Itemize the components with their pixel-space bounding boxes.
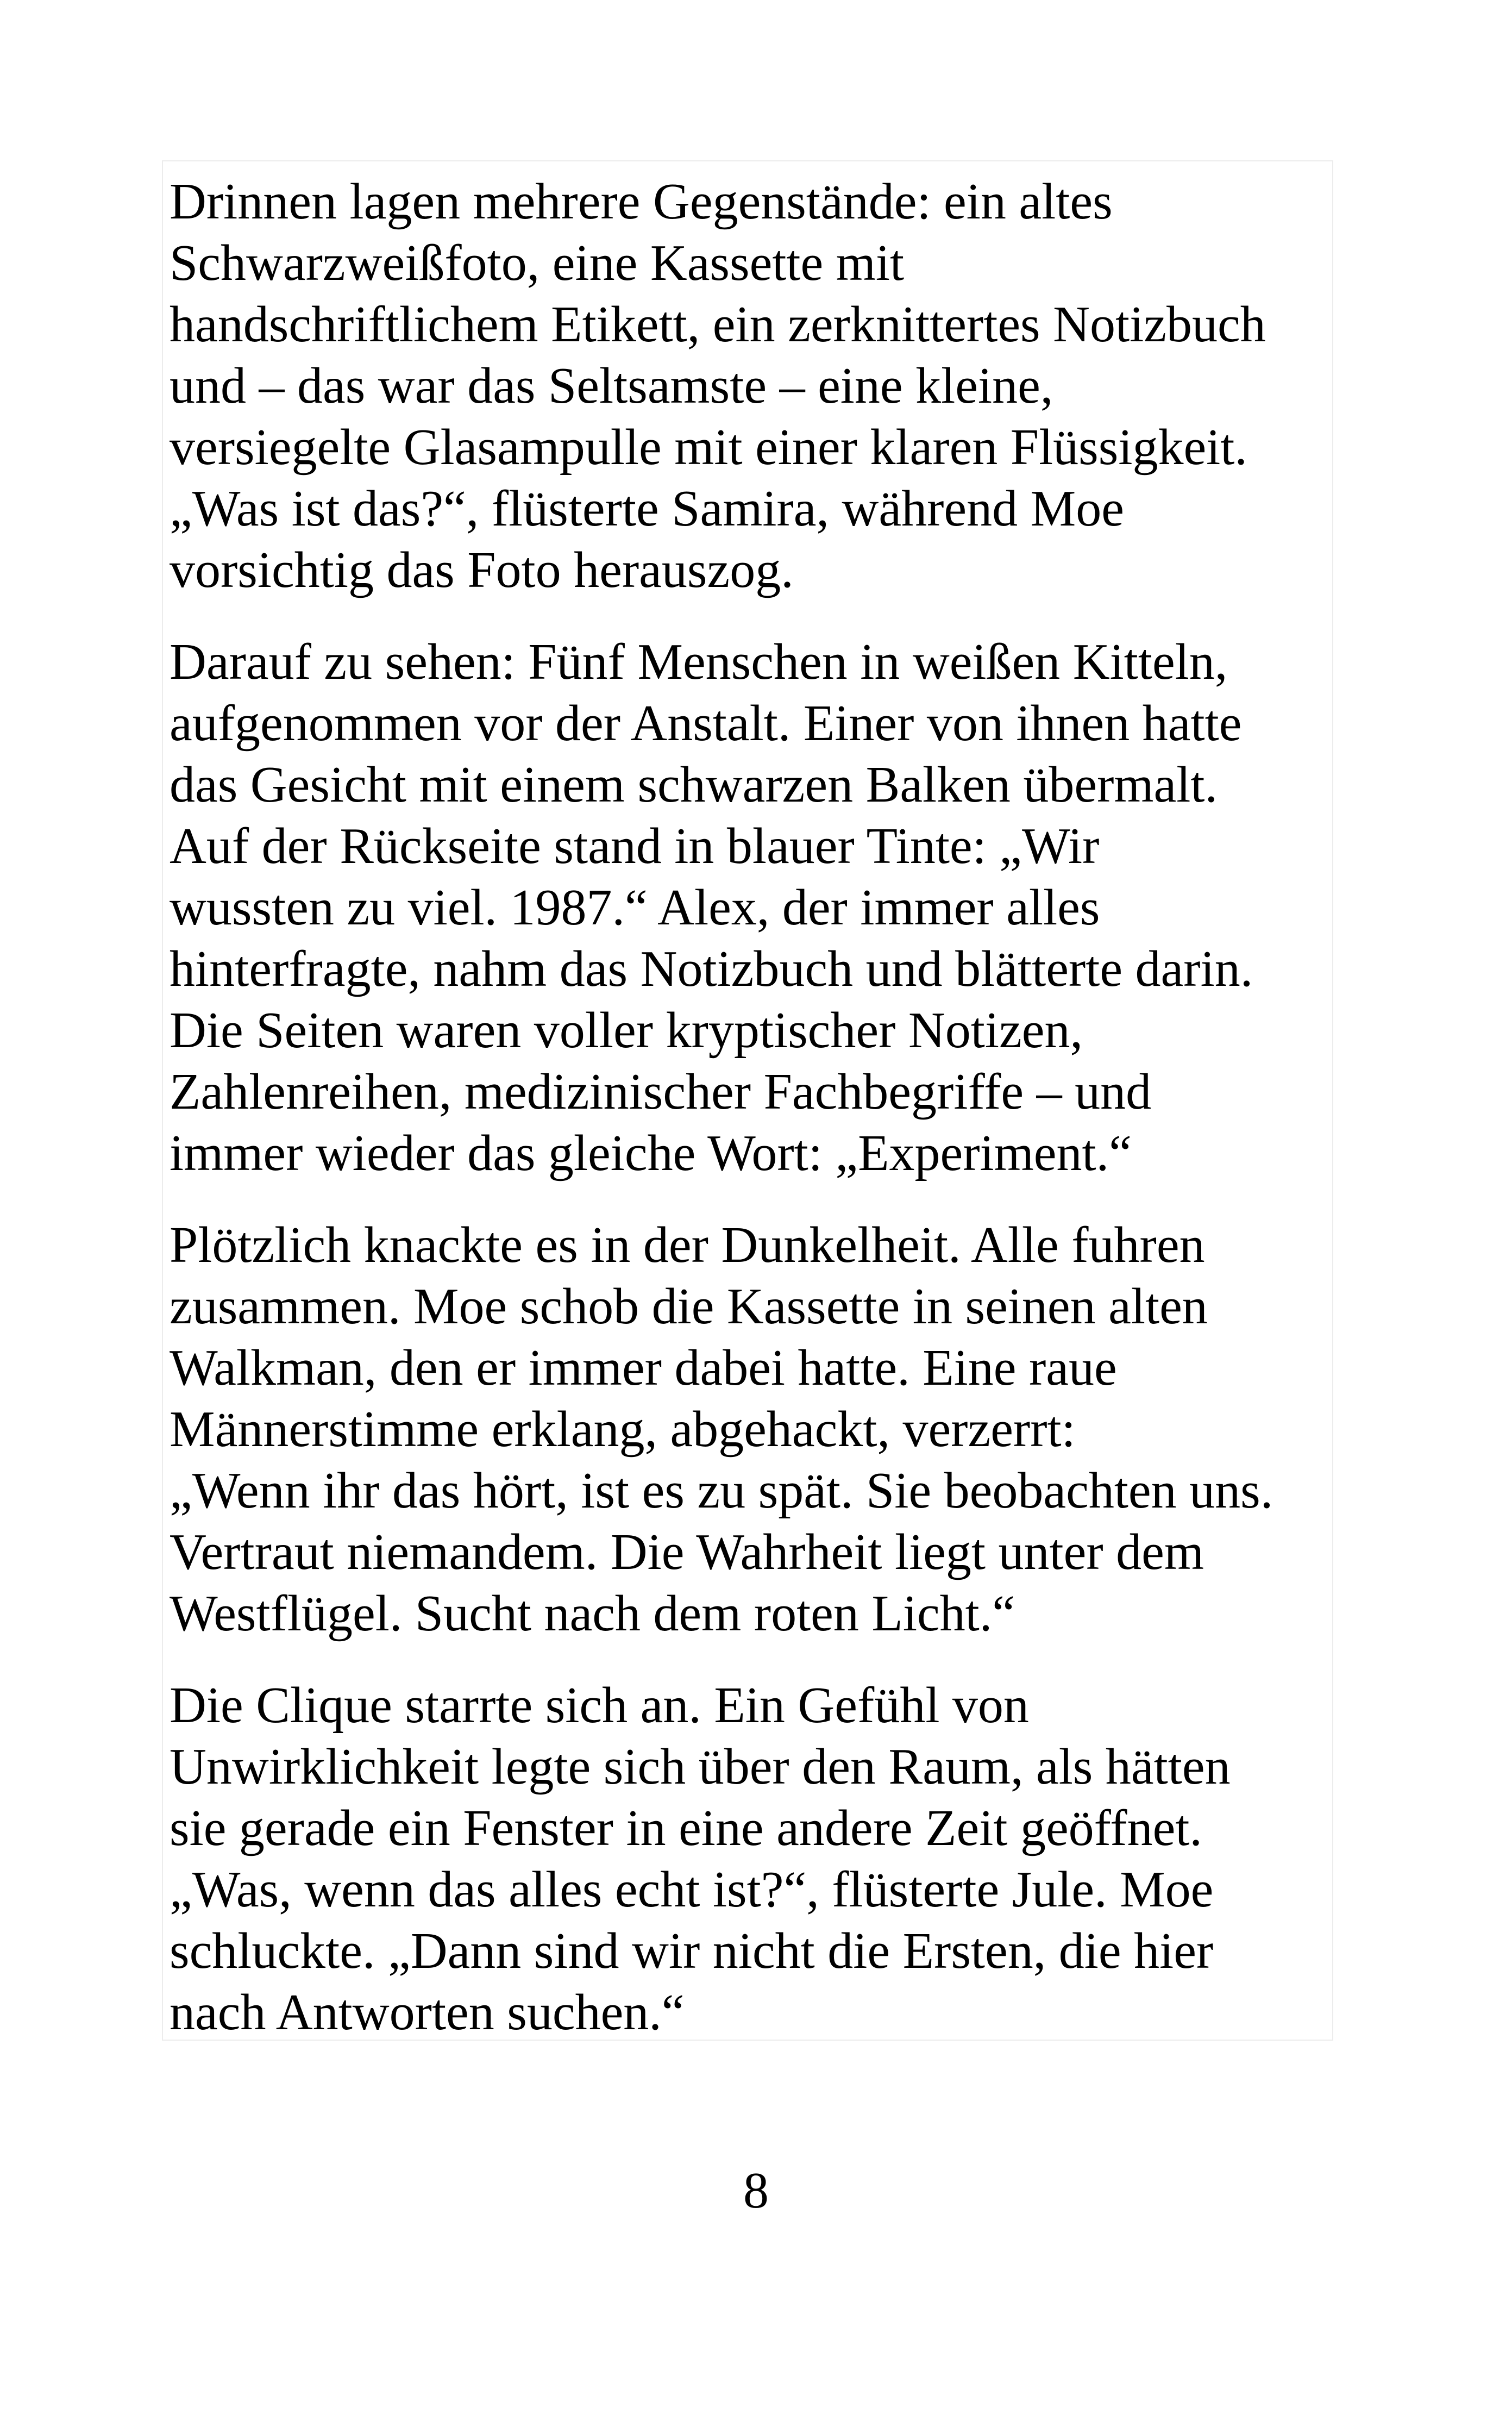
text-line: Drinnen lagen mehrere Gegenstände: ein altes — [170, 173, 1113, 230]
text-line: Unwirklichkeit legte sich über den Raum, als hätten — [170, 1738, 1231, 1795]
text-line: Walkman, den er immer dabei hatte. Eine raue — [170, 1340, 1117, 1396]
text-line: „Was, wenn das alles echt ist?“, flüsterte Jule. Moe — [170, 1861, 1214, 1918]
text-frame — [162, 160, 1333, 2041]
page-number: 8 — [743, 2162, 769, 2219]
text-line: Auf der Rückseite stand in blauer Tinte: „Wir — [170, 818, 1100, 874]
paragraph-2 — [170, 631, 1326, 1184]
text-line: Darauf zu sehen: Fünf Menschen in weißen Kitteln, — [170, 634, 1228, 690]
text-line: und – das war das Seltsamste – eine kleine, — [170, 358, 1053, 414]
text-line: Plötzlich knackte es in der Dunkelheit. Alle fuhren — [170, 1217, 1205, 1273]
text-line: Zahlenreihen, medizinischer Fachbegriffe – und — [170, 1064, 1152, 1120]
text-line: vorsichtig das Foto herauszog. — [170, 542, 794, 598]
text-line: hinterfragte, nahm das Notizbuch und blätterte darin. — [170, 941, 1253, 997]
text-line: „Was ist das?“, flüsterte Samira, während Moe — [170, 480, 1124, 537]
text-line: wussten zu viel. 1987.“ Alex, der immer alles — [170, 879, 1100, 936]
text-line: Männerstimme erklang, abgehackt, verzerrt: — [170, 1401, 1076, 1458]
text-line: zusammen. Moe schob die Kassette in seinen alten — [170, 1278, 1208, 1335]
text-line: das Gesicht mit einem schwarzen Balken übermalt. — [170, 756, 1218, 813]
text-line: handschriftlichem Etikett, ein zerknittertes Notizbuch — [170, 296, 1266, 353]
text-line: Westflügel. Sucht nach dem roten Licht.“ — [170, 1585, 1015, 1642]
paragraph-4 — [170, 1675, 1326, 2043]
text-line: schluckte. „Dann sind wir nicht die Ersten, die hier — [170, 1923, 1214, 1979]
text-line: immer wieder das gleiche Wort: „Experiment.“ — [170, 1125, 1132, 1181]
text-line: Vertraut niemandem. Die Wahrheit liegt unter dem — [170, 1524, 1204, 1580]
text-line: aufgenommen vor der Anstalt. Einer von ihnen hatte — [170, 695, 1242, 752]
paragraph-1 — [170, 171, 1326, 601]
text-line: Die Seiten waren voller kryptischer Notizen, — [170, 1002, 1083, 1059]
text-line: versiegelte Glasampulle mit einer klaren Flüssigkeit. — [170, 419, 1247, 476]
text-line: nach Antworten suchen.“ — [170, 1984, 685, 2041]
text-line: Die Clique starrte sich an. Ein Gefühl von — [170, 1677, 1029, 1734]
text-line: „Wenn ihr das hört, ist es zu spät. Sie beobachten uns. — [170, 1462, 1273, 1519]
paragraph-3 — [170, 1215, 1326, 1644]
text-line: Schwarzweißfoto, eine Kassette mit — [170, 235, 905, 291]
text-line: sie gerade ein Fenster in eine andere Zeit geöffnet. — [170, 1800, 1202, 1856]
